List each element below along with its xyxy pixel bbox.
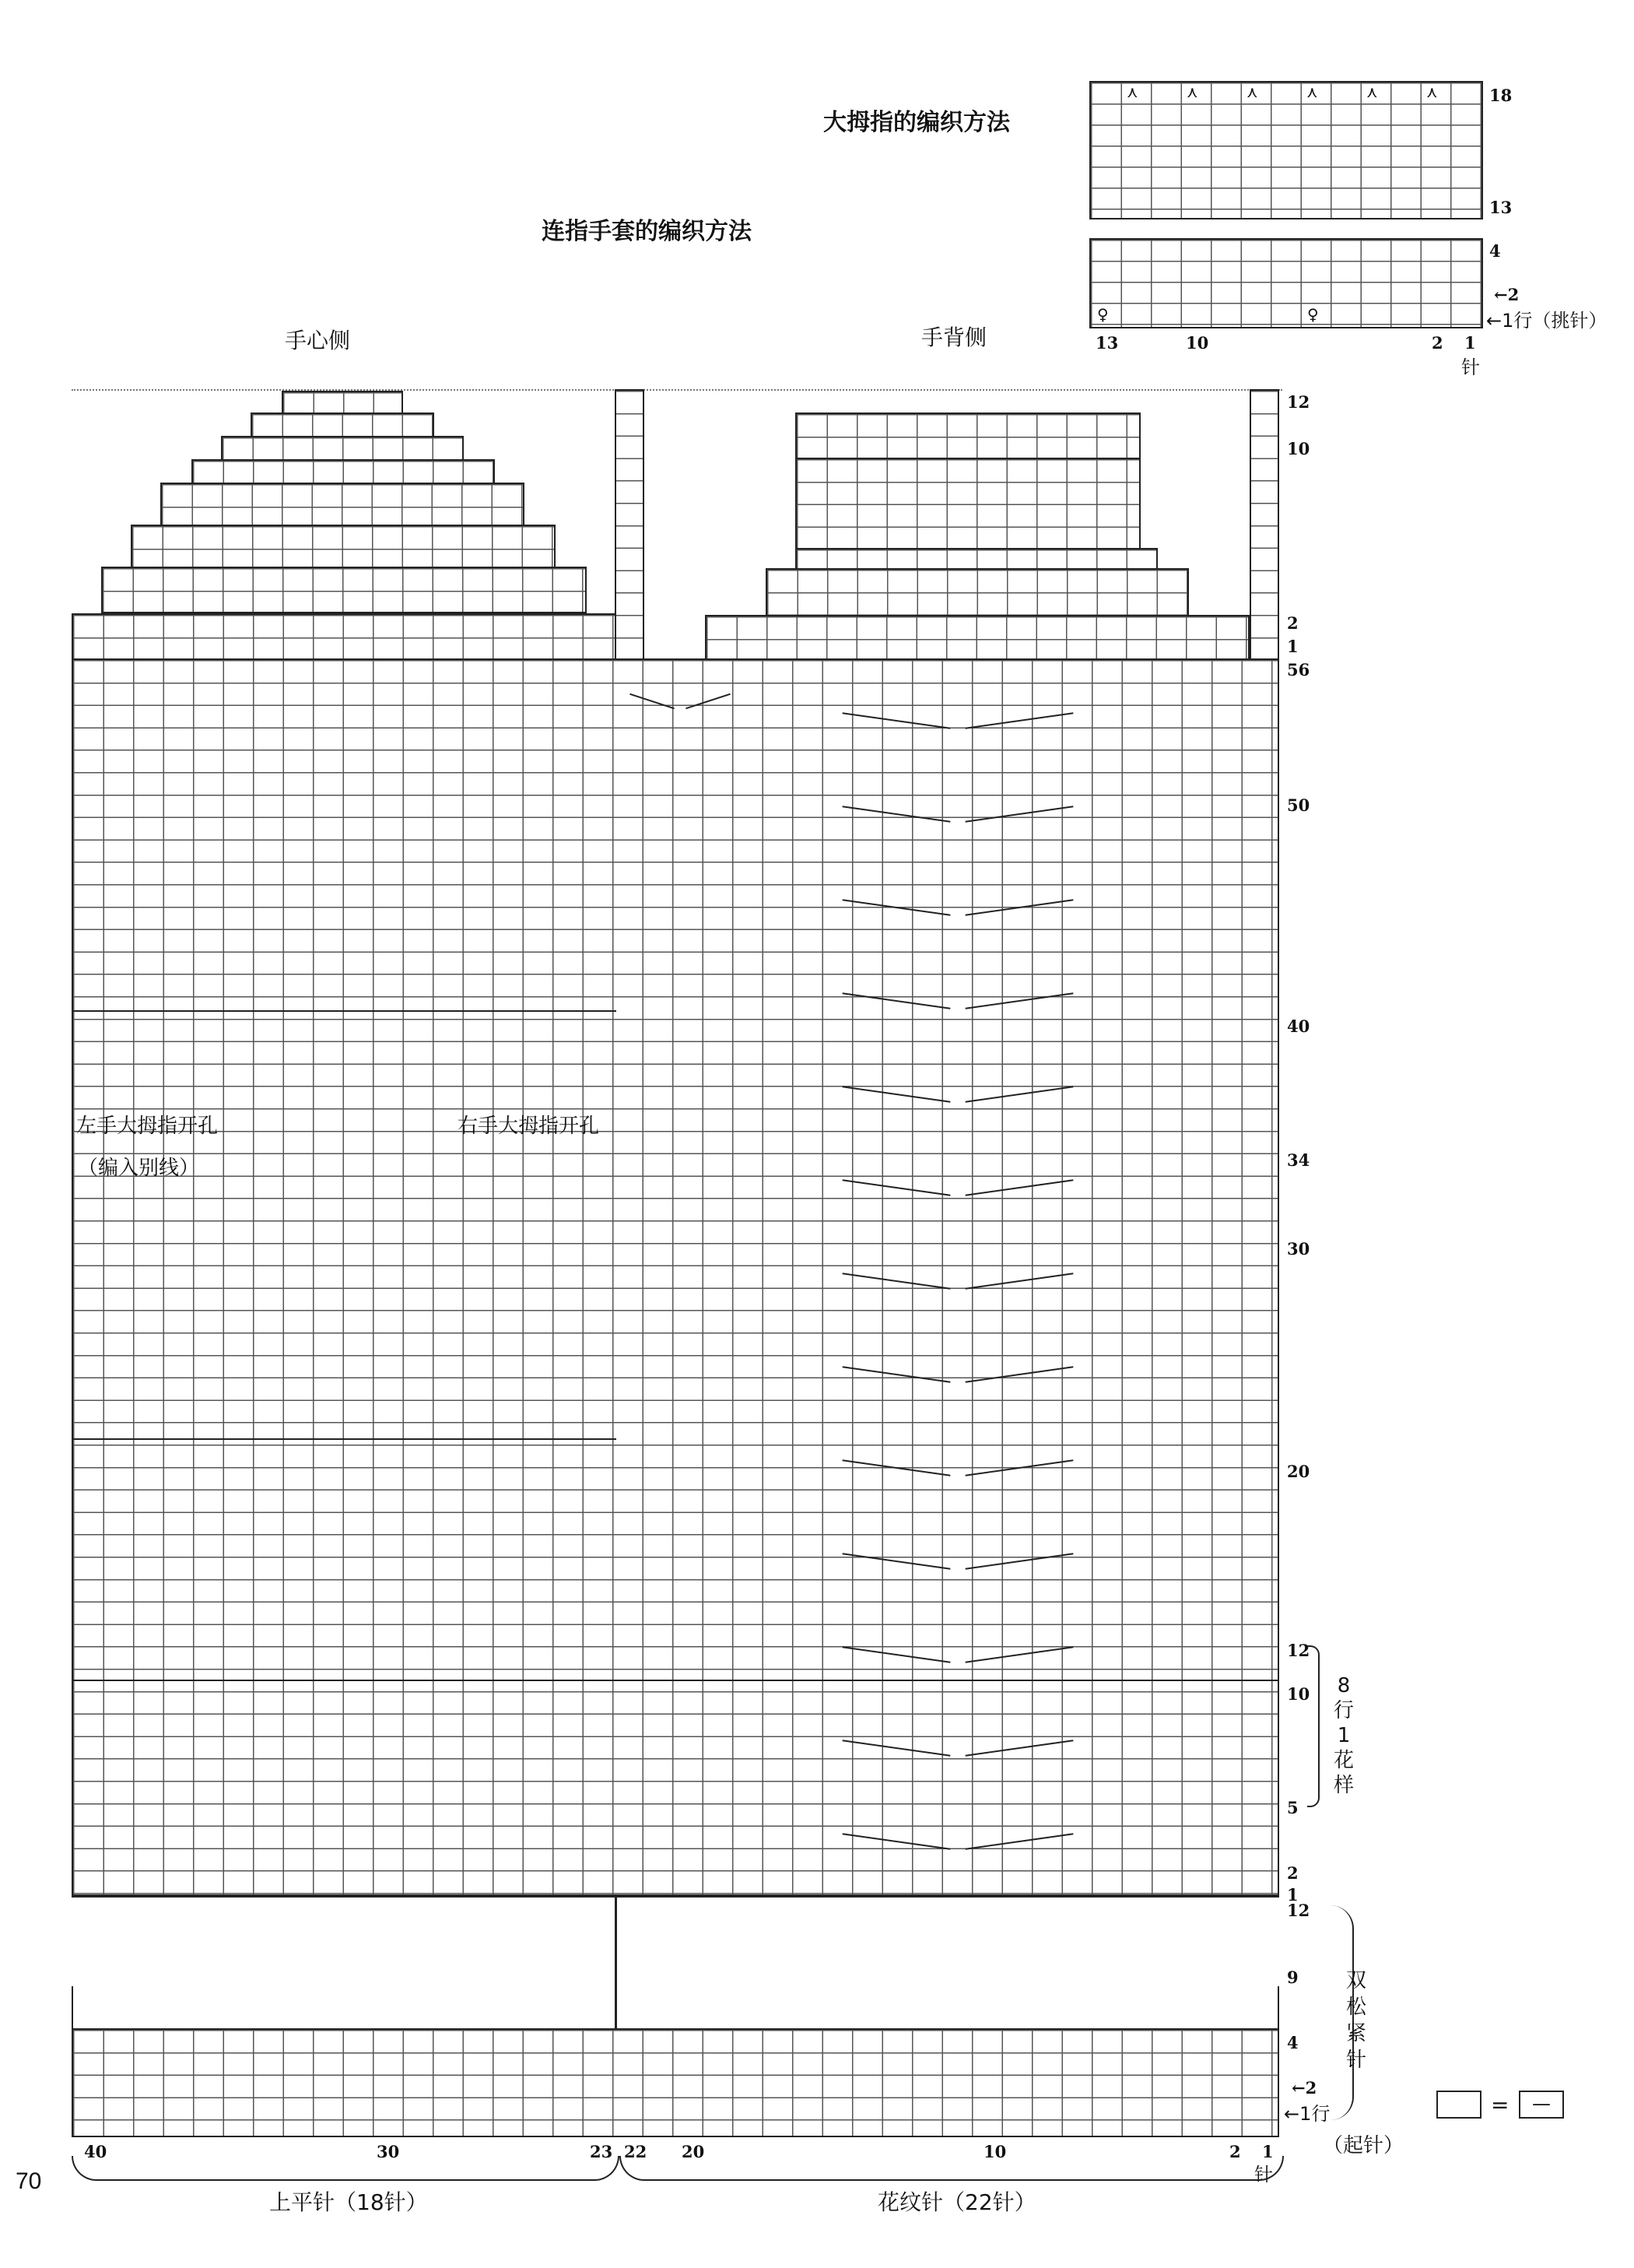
- decrease-symbol: ⋏: [1426, 83, 1438, 101]
- top-guide-line: [72, 389, 1282, 391]
- ribbing-gap: [72, 1986, 1279, 2030]
- twist-symbol: ♀: [1307, 305, 1319, 324]
- decrease-symbol: ⋏: [1127, 83, 1138, 101]
- ribbing-row-4: 4: [1287, 2033, 1299, 2052]
- thumb-row-18: 18: [1489, 86, 1513, 105]
- thumb-title: 大拇指的编织方法: [823, 109, 1010, 136]
- row-40: 40: [1287, 1016, 1310, 1036]
- legend-purl-cell: —: [1519, 2091, 1564, 2119]
- cast-on-label: （起针）: [1323, 2134, 1404, 2157]
- row-56: 56: [1287, 660, 1310, 679]
- palm-top-step: [101, 567, 587, 613]
- separator: [72, 1438, 616, 1440]
- thumb-chart-lower: [1089, 238, 1483, 328]
- ribbing-row-1-label: ←1行: [1284, 2103, 1331, 2125]
- left-thumb-hole-label: 左手大拇指开孔: [76, 1115, 219, 1138]
- row-10: 10: [1287, 1684, 1310, 1704]
- row-30: 30: [1287, 1239, 1310, 1259]
- thumb-stitch-word: 针: [1461, 356, 1480, 378]
- back-top-step: [795, 458, 1141, 551]
- legend-empty-cell: [1436, 2091, 1481, 2119]
- row-5: 5: [1287, 1798, 1299, 1817]
- row-2: 2: [1287, 1863, 1299, 1883]
- thumb-stitch-1: 1: [1464, 333, 1476, 353]
- row-50: 50: [1287, 795, 1310, 815]
- thumb-row-4: 4: [1489, 241, 1501, 261]
- right-thumb-hole-label: 右手大拇指开孔: [458, 1115, 600, 1138]
- back-side-label: 手背侧: [921, 325, 987, 350]
- top-row-2: 2: [1287, 613, 1299, 633]
- stockinette-label: 上平针（18针）: [269, 2189, 428, 2215]
- stitch-word: 针: [1254, 2164, 1273, 2185]
- ribbing-row-12: 12: [1287, 1901, 1310, 1920]
- waste-yarn-label: （编入别线）: [78, 1157, 200, 1180]
- stitch-10: 10: [984, 2142, 1007, 2161]
- double-rib-label: 双松紧针: [1345, 1969, 1366, 2072]
- page-number: 70: [16, 2168, 42, 2194]
- stitch-40: 40: [84, 2142, 107, 2161]
- row-20: 20: [1287, 1462, 1310, 1481]
- thumb-stitch-10: 10: [1186, 333, 1209, 353]
- top-row-1: 1: [1287, 637, 1299, 656]
- row-12: 12: [1287, 1641, 1310, 1660]
- stitch-20: 20: [682, 2142, 705, 2161]
- separator: [72, 1010, 616, 1012]
- twist-symbol: ♀: [1097, 305, 1109, 324]
- back-top-step: [705, 615, 1250, 662]
- palm-side-label: 手心侧: [285, 328, 351, 353]
- thumb-stitch-2: 2: [1432, 333, 1443, 353]
- decrease-symbol: ⋏: [1366, 83, 1378, 101]
- ribbing-row-9: 9: [1287, 1968, 1299, 1987]
- mitten-title: 连指手套的编织方法: [542, 218, 752, 245]
- row-1: 1: [1287, 1885, 1299, 1905]
- ribbing-lower-grid: [72, 2028, 1279, 2137]
- palm-top-step: [160, 483, 524, 529]
- thumb-chart-upper: [1089, 81, 1483, 219]
- separator: [72, 658, 1279, 660]
- decrease-symbol: ⋏: [1306, 83, 1318, 101]
- decrease-symbol: ⋏: [1247, 83, 1258, 101]
- decrease-symbol: ⋏: [1187, 83, 1198, 101]
- thumb-row-1-label: ←1行（挑针）: [1486, 310, 1608, 332]
- stitch-23: 23: [590, 2142, 613, 2161]
- separator: [72, 1896, 1279, 1898]
- side-column-top: [1250, 389, 1279, 662]
- side-column-top: [615, 389, 644, 662]
- separator: [72, 1680, 1279, 1681]
- top-row-10: 10: [1287, 439, 1310, 458]
- palm-top-step: [131, 525, 556, 571]
- row-34: 34: [1287, 1150, 1310, 1170]
- stitch-30: 30: [377, 2142, 400, 2161]
- ribbing-row-2: ←2: [1292, 2078, 1317, 2098]
- thumb-stitch-13: 13: [1096, 333, 1119, 353]
- pattern-brace: [619, 2156, 1284, 2181]
- stitch-22: 22: [624, 2142, 647, 2161]
- palm-top-step: [72, 613, 618, 662]
- top-row-12: 12: [1287, 392, 1310, 412]
- pattern-repeat-brace: [1307, 1645, 1320, 1807]
- pattern-repeat-label: 8行1花样: [1333, 1674, 1354, 1797]
- mitten-body-grid: [72, 658, 1279, 1896]
- thumb-row-2: ←2: [1494, 285, 1520, 304]
- stitch-1: 1: [1262, 2142, 1274, 2161]
- thumb-row-13: 13: [1489, 198, 1513, 217]
- legend-equals: =: [1491, 2092, 1510, 2118]
- stitch-2: 2: [1229, 2142, 1241, 2161]
- pattern-label: 花纹针（22针）: [878, 2189, 1036, 2215]
- stockinette-brace: [72, 2156, 619, 2181]
